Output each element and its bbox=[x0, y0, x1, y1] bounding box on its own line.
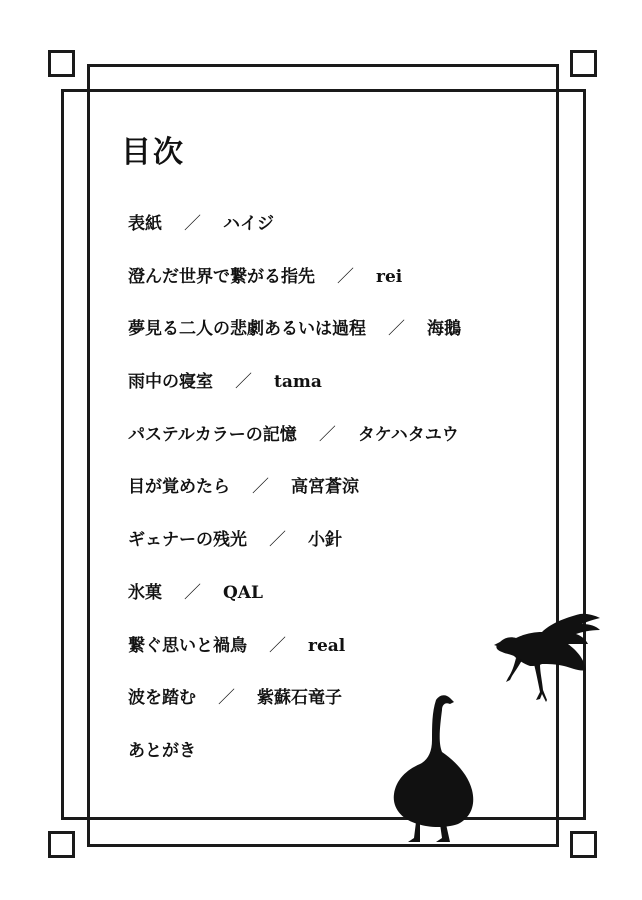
toc-entry[interactable] bbox=[128, 210, 461, 263]
toc-entry-title: 波を踏む bbox=[128, 688, 196, 709]
toc-separator: ／ bbox=[269, 635, 286, 656]
toc-entry-title: 雨中の寝室 bbox=[128, 372, 213, 393]
toc-entry-author: rei bbox=[376, 266, 403, 287]
toc-entry-title: 氷菓 bbox=[128, 582, 162, 603]
toc-separator: ／ bbox=[337, 266, 354, 287]
toc-entry-author: 海鵝 bbox=[427, 319, 461, 340]
crow-silhouette-icon bbox=[494, 610, 602, 705]
toc-entry-title: 夢見る二人の悲劇あるいは過程 bbox=[128, 319, 366, 340]
corner-square-bottom-left bbox=[48, 831, 75, 858]
toc-entry-author: QAL bbox=[223, 582, 263, 603]
toc-entry[interactable] bbox=[128, 315, 461, 368]
toc-separator: ／ bbox=[235, 372, 252, 393]
toc-entry[interactable] bbox=[128, 473, 461, 526]
toc-entry[interactable] bbox=[128, 526, 461, 579]
toc-entry-author: 高宮蒼涼 bbox=[291, 477, 359, 498]
corner-square-bottom-right bbox=[570, 831, 597, 858]
goose-silhouette-icon bbox=[388, 690, 476, 846]
toc-entry-author: ハイジ bbox=[223, 214, 274, 234]
toc-separator: ／ bbox=[184, 214, 201, 234]
toc-separator: ／ bbox=[269, 530, 286, 551]
page-title: 目次 bbox=[121, 135, 185, 170]
corner-square-top-left bbox=[48, 50, 75, 77]
toc-entry-author: real bbox=[308, 635, 346, 656]
toc-entry-author: 紫蘇石竜子 bbox=[257, 688, 342, 709]
toc-entry-title: あとがき bbox=[128, 740, 196, 761]
toc-entry[interactable] bbox=[128, 263, 461, 316]
toc-entry-title: 目が覚めたら bbox=[128, 477, 230, 498]
toc-separator: ／ bbox=[318, 424, 336, 445]
toc-entry[interactable] bbox=[128, 579, 461, 632]
toc-entry-title: パステルカラーの記憶 bbox=[128, 424, 297, 445]
toc-entry-title: 澄んだ世界で繋がる指先 bbox=[128, 266, 315, 287]
toc-entry-author: tama bbox=[274, 372, 322, 393]
toc-separator: ／ bbox=[218, 688, 235, 709]
toc-entry-title: ギェナーの残光 bbox=[128, 530, 247, 551]
toc-entry-author: 小針 bbox=[308, 530, 342, 551]
toc-entry-title: 繋ぐ思いと禍鳥 bbox=[128, 635, 247, 656]
toc-entry-title: 表紙 bbox=[128, 214, 162, 234]
toc-entry[interactable] bbox=[128, 421, 461, 474]
toc-separator: ／ bbox=[252, 477, 269, 498]
toc-entry-author: タケハタユウ bbox=[357, 424, 459, 445]
toc-entry[interactable] bbox=[128, 632, 461, 685]
corner-square-top-right bbox=[570, 50, 597, 77]
toc-separator: ／ bbox=[388, 319, 405, 340]
toc-separator: ／ bbox=[184, 582, 201, 603]
toc-entry[interactable] bbox=[128, 368, 461, 421]
